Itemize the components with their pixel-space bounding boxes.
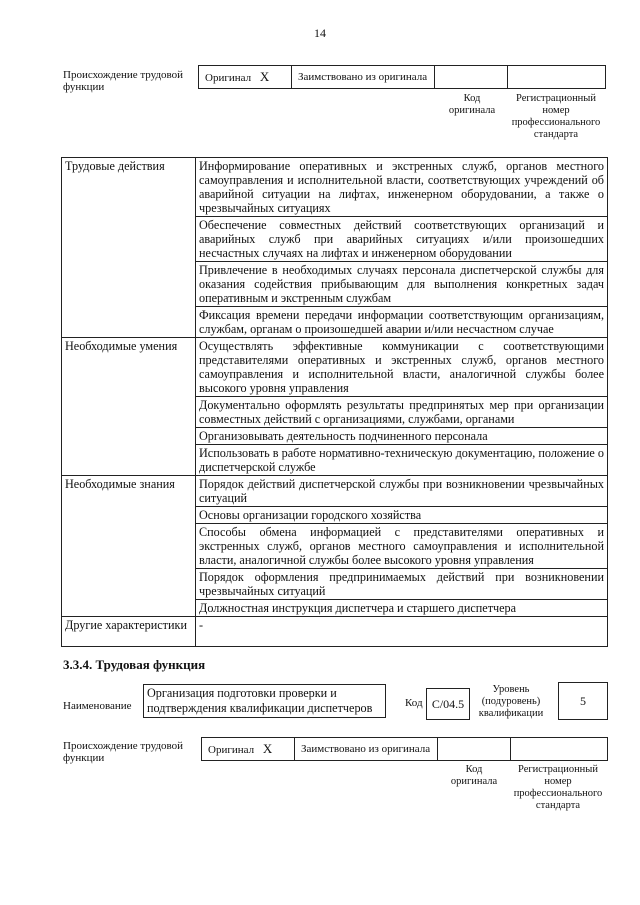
code-original-cell — [435, 66, 508, 89]
level-value-box: 5 — [558, 682, 608, 720]
item-cell: Обеспечение совместных действий соответствующих организаций и аварийных служб при аварийных ситуациях и/или произошедших несчастных случаях на лифтах и инженерном оборудовании — [196, 217, 608, 262]
table-row — [62, 617, 608, 647]
original-label: Оригинал — [205, 72, 252, 84]
item-cell: Осуществлять эффективные коммуникации с соответствующими представителями оперативных и экстренных служб, органов местного самоуправления и исполнительной власти, аналогичной службы более высокого уровня управления — [196, 338, 608, 397]
reg-number-caption: Регистрационный номер профессионального стандарта — [513, 764, 603, 811]
category-cell: Другие характеристики — [62, 617, 196, 647]
borrowed-cell: Заимствовано из оригинала — [295, 738, 438, 761]
item-cell: Должностная инструкция диспетчера и старшего диспетчера — [196, 600, 608, 617]
origin-label: Происхождение трудовой функции — [63, 740, 184, 764]
table-row — [62, 158, 608, 217]
code-label: Код — [405, 697, 423, 709]
original-label: Оригинал — [208, 744, 255, 756]
origin-table — [198, 65, 606, 89]
item-cell: Организовывать деятельность подчиненного персонала — [196, 428, 608, 445]
level-label: Уровень (подуровень) квалификации — [478, 684, 544, 719]
origin-label: Происхождение трудовой функции — [63, 69, 184, 93]
item-cell: Использовать в работе нормативно-техническую документацию, положение о диспетчерской службе — [196, 445, 608, 476]
code-value-box: C/04.5 — [426, 688, 470, 720]
original-mark: X — [259, 69, 270, 84]
origin-table — [201, 737, 608, 761]
code-original-caption: Код оригинала — [450, 764, 498, 787]
category-cell: Трудовые действия — [62, 158, 196, 338]
reg-number-caption: Регистрационный номер профессионального стандарта — [511, 93, 601, 140]
item-cell: Информирование оперативных и экстренных служб, органов местного самоуправления и исполнительной власти, соответствующих учреждений об аварийной ситуации на лифтах, инженерном оборудовании, а также о чрезвычайных ситуациях — [196, 158, 608, 217]
code-original-cell — [438, 738, 511, 761]
category-cell: Необходимые знания — [62, 476, 196, 617]
item-cell: Порядок действий диспетчерской службы при возникновении чрезвычайных ситуаций — [196, 476, 608, 507]
name-label: Наименование — [63, 700, 132, 712]
original-cell — [199, 66, 292, 89]
item-cell: Способы обмена информацией с представителями оперативных и экстренных служб, органов местного самоуправления и исполнительной власти, аналогичной службы более высокого уровня управления — [196, 524, 608, 569]
item-cell: Документально оформлять результаты предпринятых мер при организации совместных действий с организациями, службами, органами — [196, 397, 608, 428]
borrowed-cell: Заимствовано из оригинала — [292, 66, 435, 89]
reg-number-cell — [508, 66, 606, 89]
category-cell: Необходимые умения — [62, 338, 196, 476]
reg-number-cell — [511, 738, 608, 761]
table-row — [62, 476, 608, 507]
code-original-caption: Код оригинала — [448, 93, 496, 116]
function-name-box: Организация подготовки проверки и подтверждения квалификации диспетчеров — [143, 684, 386, 718]
item-cell: Фиксация времени передачи информации соответствующим организациям, службам, органам о произошедшей аварии и/или несчастном случае — [196, 307, 608, 338]
labor-function-table — [61, 157, 608, 647]
page-number: 14 — [314, 26, 326, 40]
table-row — [62, 338, 608, 397]
section-title: 3.3.4. Трудовая функция — [63, 657, 206, 672]
item-cell: Порядок оформления предпринимаемых действий при возникновении чрезвычайных ситуаций — [196, 569, 608, 600]
item-cell: - — [196, 617, 608, 647]
original-cell — [202, 738, 295, 761]
original-mark: X — [262, 741, 273, 756]
item-cell: Основы организации городского хозяйства — [196, 507, 608, 524]
item-cell: Привлечение в необходимых случаях персонала диспетчерской службы для оказания содействия прибывающим для выполнения конкретных задач оперативным и экстренным службам — [196, 262, 608, 307]
